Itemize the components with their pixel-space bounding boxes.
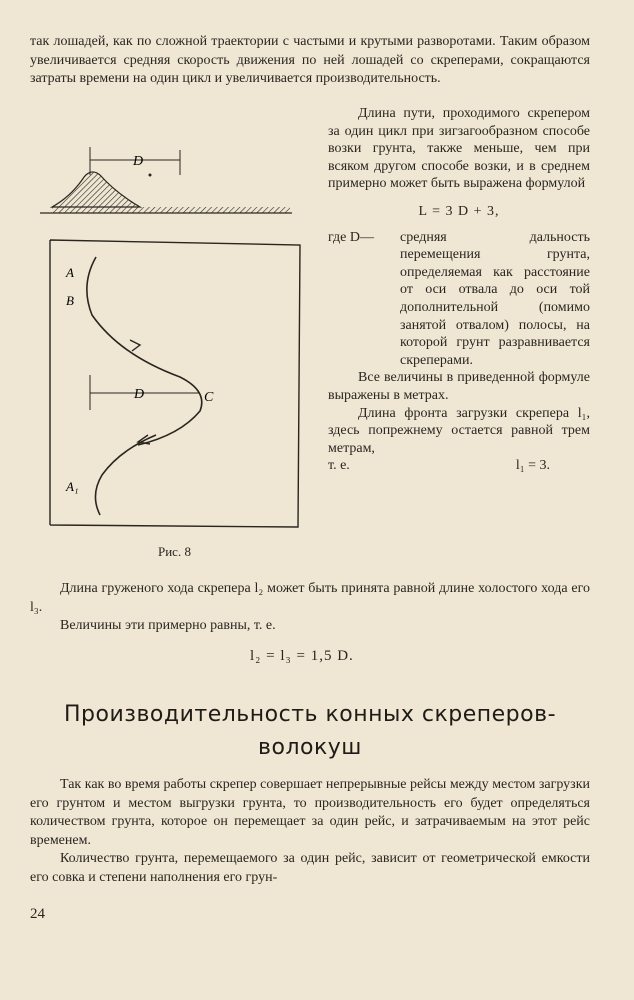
soil-quantity-paragraph: Количество грунта, перемещаемого за один рейс, зависит от геометрической емкости его совка и степени наполнения его грун- bbox=[30, 851, 590, 885]
after-figure-text bbox=[30, 580, 590, 636]
dot-mark bbox=[149, 174, 152, 177]
section-body bbox=[30, 776, 590, 887]
cross-section bbox=[40, 147, 292, 213]
ground-hatch bbox=[52, 207, 290, 213]
productivity-paragraph: Так как во время работы скрепер совершает непрерывные рейсы между местом загрузки его грунтом и местом выгрузки грунта, то производительность его будет определяться количеством грунта, которое он перемещает за один рейс, и затрачиваемым на этот рейс временем. bbox=[30, 777, 590, 848]
section-heading-line2: волокуш bbox=[258, 735, 362, 760]
page-number: 24 bbox=[30, 906, 45, 922]
label-b: B bbox=[66, 293, 74, 308]
plan-view bbox=[50, 240, 300, 527]
intro-paragraph: так лошадей, как по сложной траектории с частыми и крутыми разворотами. Таким образом увеличивается средняя скорость движения по ней лошадей со скреперами, сокращаются затраты времени на один цикл и увеличивается производительность. bbox=[30, 34, 590, 86]
figure-8-diagram bbox=[30, 145, 306, 575]
section-heading-line1: Производительность конных скреперов- bbox=[63, 702, 557, 727]
path-lower bbox=[95, 435, 156, 515]
spoil-bank bbox=[52, 172, 140, 207]
label-a1: A₁ bbox=[66, 479, 79, 494]
units-paragraph: Все величины в приведенной формуле выражены в метрах. bbox=[328, 370, 590, 403]
section-heading bbox=[30, 698, 590, 764]
values-equal-paragraph: Величины эти примерно равны, т. е. bbox=[60, 618, 276, 633]
l1-equation: l₁ = 3. bbox=[515, 458, 550, 474]
figure-caption: Рис. 8 bbox=[158, 544, 191, 559]
where-text: средняя дальность перемещения грунта, определяемая как расстояние от оси отвала до оси той дополнительной (помимо занятой отвалом) полосы, на которой грунт разравнивается скреперами. bbox=[400, 229, 590, 368]
label-a: A bbox=[66, 265, 74, 280]
path-upper bbox=[87, 257, 202, 445]
loading-front-paragraph: Длина фронта загрузки скрепера l₁, здесь попрежнему остается равной трем метрам, bbox=[328, 405, 590, 456]
path-length-formula: L = 3 D + 3, bbox=[418, 203, 500, 219]
run-length-formula: l₂ = l₃ = 1,5 D. bbox=[250, 648, 354, 664]
loaded-run-paragraph: Длина груженого хода скрепера l₂ может быть принята равной длине холостого хода его l₃. bbox=[30, 581, 590, 615]
d-label-top: D bbox=[133, 154, 144, 169]
l1-equation-row bbox=[328, 457, 590, 475]
where-definition bbox=[328, 229, 590, 370]
te-label: т. е. bbox=[328, 458, 350, 474]
d-label-mid: D bbox=[134, 387, 145, 402]
label-c: C bbox=[204, 390, 214, 405]
right-column bbox=[328, 105, 590, 475]
arrow-upper bbox=[130, 340, 140, 351]
path-length-paragraph: Длина пути, проходимого скрепером за один цикл при зигзагообразном способе возки грунта, также меньше, чем при всяком другом способе возки, и в среднем примерно может быть выражена формулой bbox=[328, 106, 590, 192]
where-label: где D— bbox=[328, 229, 374, 245]
